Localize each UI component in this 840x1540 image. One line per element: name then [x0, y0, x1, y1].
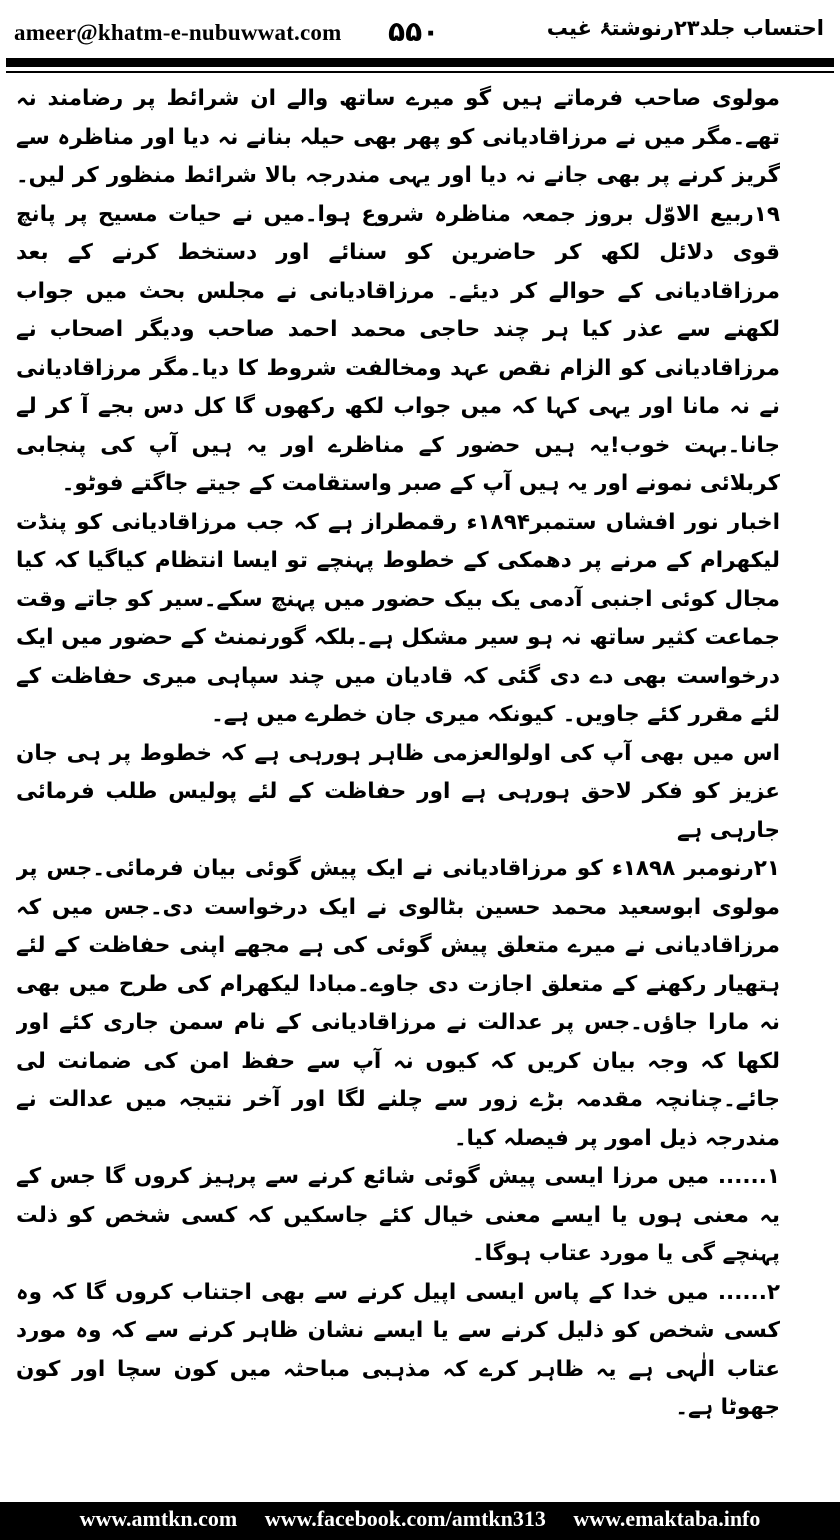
book-title: احتساب جلد۲۳رنوشتۂ غیب	[546, 16, 824, 40]
page-body	[16, 80, 824, 1495]
footer-link-facebook[interactable]: www.facebook.com/amtkn313	[264, 1506, 546, 1531]
header-rule-thin	[6, 71, 834, 73]
paragraph-4: ۲۱رنومبر ۱۸۹۸ء کو مرزاقادیانی نے ایک پیش گوئی بیان فرمائی۔جس پر مولوی ابوسعید محمد حسین بٹالوی نے ایک درخواست دی۔جس میں کہ مرزاقادیانی نے میرے متعلق پیش گوئی کی ہے مجھے اپنی حفاظت کے لئے ہتھیار رکھنے کے متعلق اجازت دی جاوے۔مبادا لیکھرام کی طرح میں بھی نہ مارا جاؤں۔جس پر عدالت نے مرزاقادیانی کے نام سمن جاری کئے اور لکھا کہ وجہ بیان کریں کہ کیوں نہ آپ سے حفظ امن کی ضمانت لی جائے۔چنانچہ مقدمہ بڑے زور سے چلنے لگا اور آخر نتیجہ میں عدالت نے مندرجہ ذیل امور پر فیصلہ کیا۔	[16, 856, 780, 1151]
header-rule-thick	[6, 58, 834, 67]
page-number: ۵۵۰	[388, 15, 440, 48]
footer-links	[0, 1506, 840, 1532]
footer-link-emaktaba[interactable]: www.emaktaba.info	[573, 1506, 761, 1531]
ruling-item-2: ۲...... میں خدا کے پاس ایسی اپیل کرنے سے بھی اجتناب کروں گا کہ وہ کسی شخص کو ذلیل کرنے سے یا ایسے نشان ظاہر کرنے سے کہ وہ مورد عتاب الٰہی ہے یہ ظاہر کرے کہ مذہبی مباحثہ میں کون سچا اور کون جھوٹا ہے۔	[16, 1279, 780, 1420]
footer-link-amtkn[interactable]: www.amtkn.com	[79, 1506, 238, 1531]
paragraph-2: اخبار نور افشاں ستمبر۱۸۹۴ء رقمطراز ہے کہ جب مرزاقادیانی کو پنڈت لیکھرام کے مرنے پر دھمکی کے خطوط پہنچے تو ایسا انتظام کیاگیا کہ کیا مجال کوئی اجنبی آدمی یک بیک حضور میں پہنچ سکے۔سیر کو جاتے وقت جماعت کثیر ساتھ نہ ہو سیر مشکل ہے۔بلکہ گورنمنٹ کے حضور میں ایک درخواست بھی دے دی گئی کہ قادیان میں چند سپاہی میری حفاظت کے لئے مقرر کئے جاویں۔ کیونکہ میری جان خطرے میں ہے۔	[16, 509, 780, 727]
page-footer	[0, 1502, 840, 1540]
header-email: ameer@khatm-e-nubuwwat.com	[14, 20, 342, 45]
page-header	[0, 0, 840, 60]
paragraph-3: اس میں بھی آپ کی اولوالعزمی ظاہر ہورہی ہے کہ خطوط پر ہی جان عزیز کو فکر لاحق ہورہی ہے اور حفاظت کے لئے پولیس طلب فرمائی جارہی ہے	[16, 740, 780, 843]
paragraph-1: مولوی صاحب فرماتے ہیں گو میرے ساتھ والے ان شرائط پر رضامند نہ تھے۔مگر میں نے مرزاقادیانی کو پھر بھی حیلہ بنانے نہ دیا اور مناظرہ سے گریز کرنے پر بھی جانے نہ دیا اور یہی مندرجہ بالا شرائط منظور کر لیں۔۱۹ربیع الاوّل بروز جمعہ مناظرہ شروع ہوا۔میں نے حیات مسیح پر پانچ قوی دلائل لکھ کر حاضرین کو سنائے اور دستخط کرنے کے بعد مرزاقادیانی کے حوالے کر دیئے۔ مرزاقادیانی نے مجلس بحث میں جواب لکھنے سے عذر کیا ہر چند حاجی محمد احمد صاحب ودیگر اصحاب نے مرزاقادیانی کو الزام نقص عہد ومخالفت شروط کا دیا۔مگر مرزاقادیانی نے نہ مانا اور یہی کہا کہ میں جواب لکھ رکھوں گا کل دس بجے آ کر لے جانا۔بہت خوب!یہ ہیں حضور کے مناظرے اور یہ ہیں آپ کی پنجابی کربلائی نمونے اور یہ ہیں آپ کے صبر واستقامت کے جیتے جاگتے فوٹو۔	[16, 86, 780, 496]
ruling-item-1: ۱...... میں مرزا ایسی پیش گوئی شائع کرنے سے پرہیز کروں گا جس کے یہ معنی ہوں یا ایسے معنی خیال کئے جاسکیں کہ کسی شخص کو ذلت پہنچے گی یا مورد عتاب ہوگا۔	[16, 1164, 780, 1266]
